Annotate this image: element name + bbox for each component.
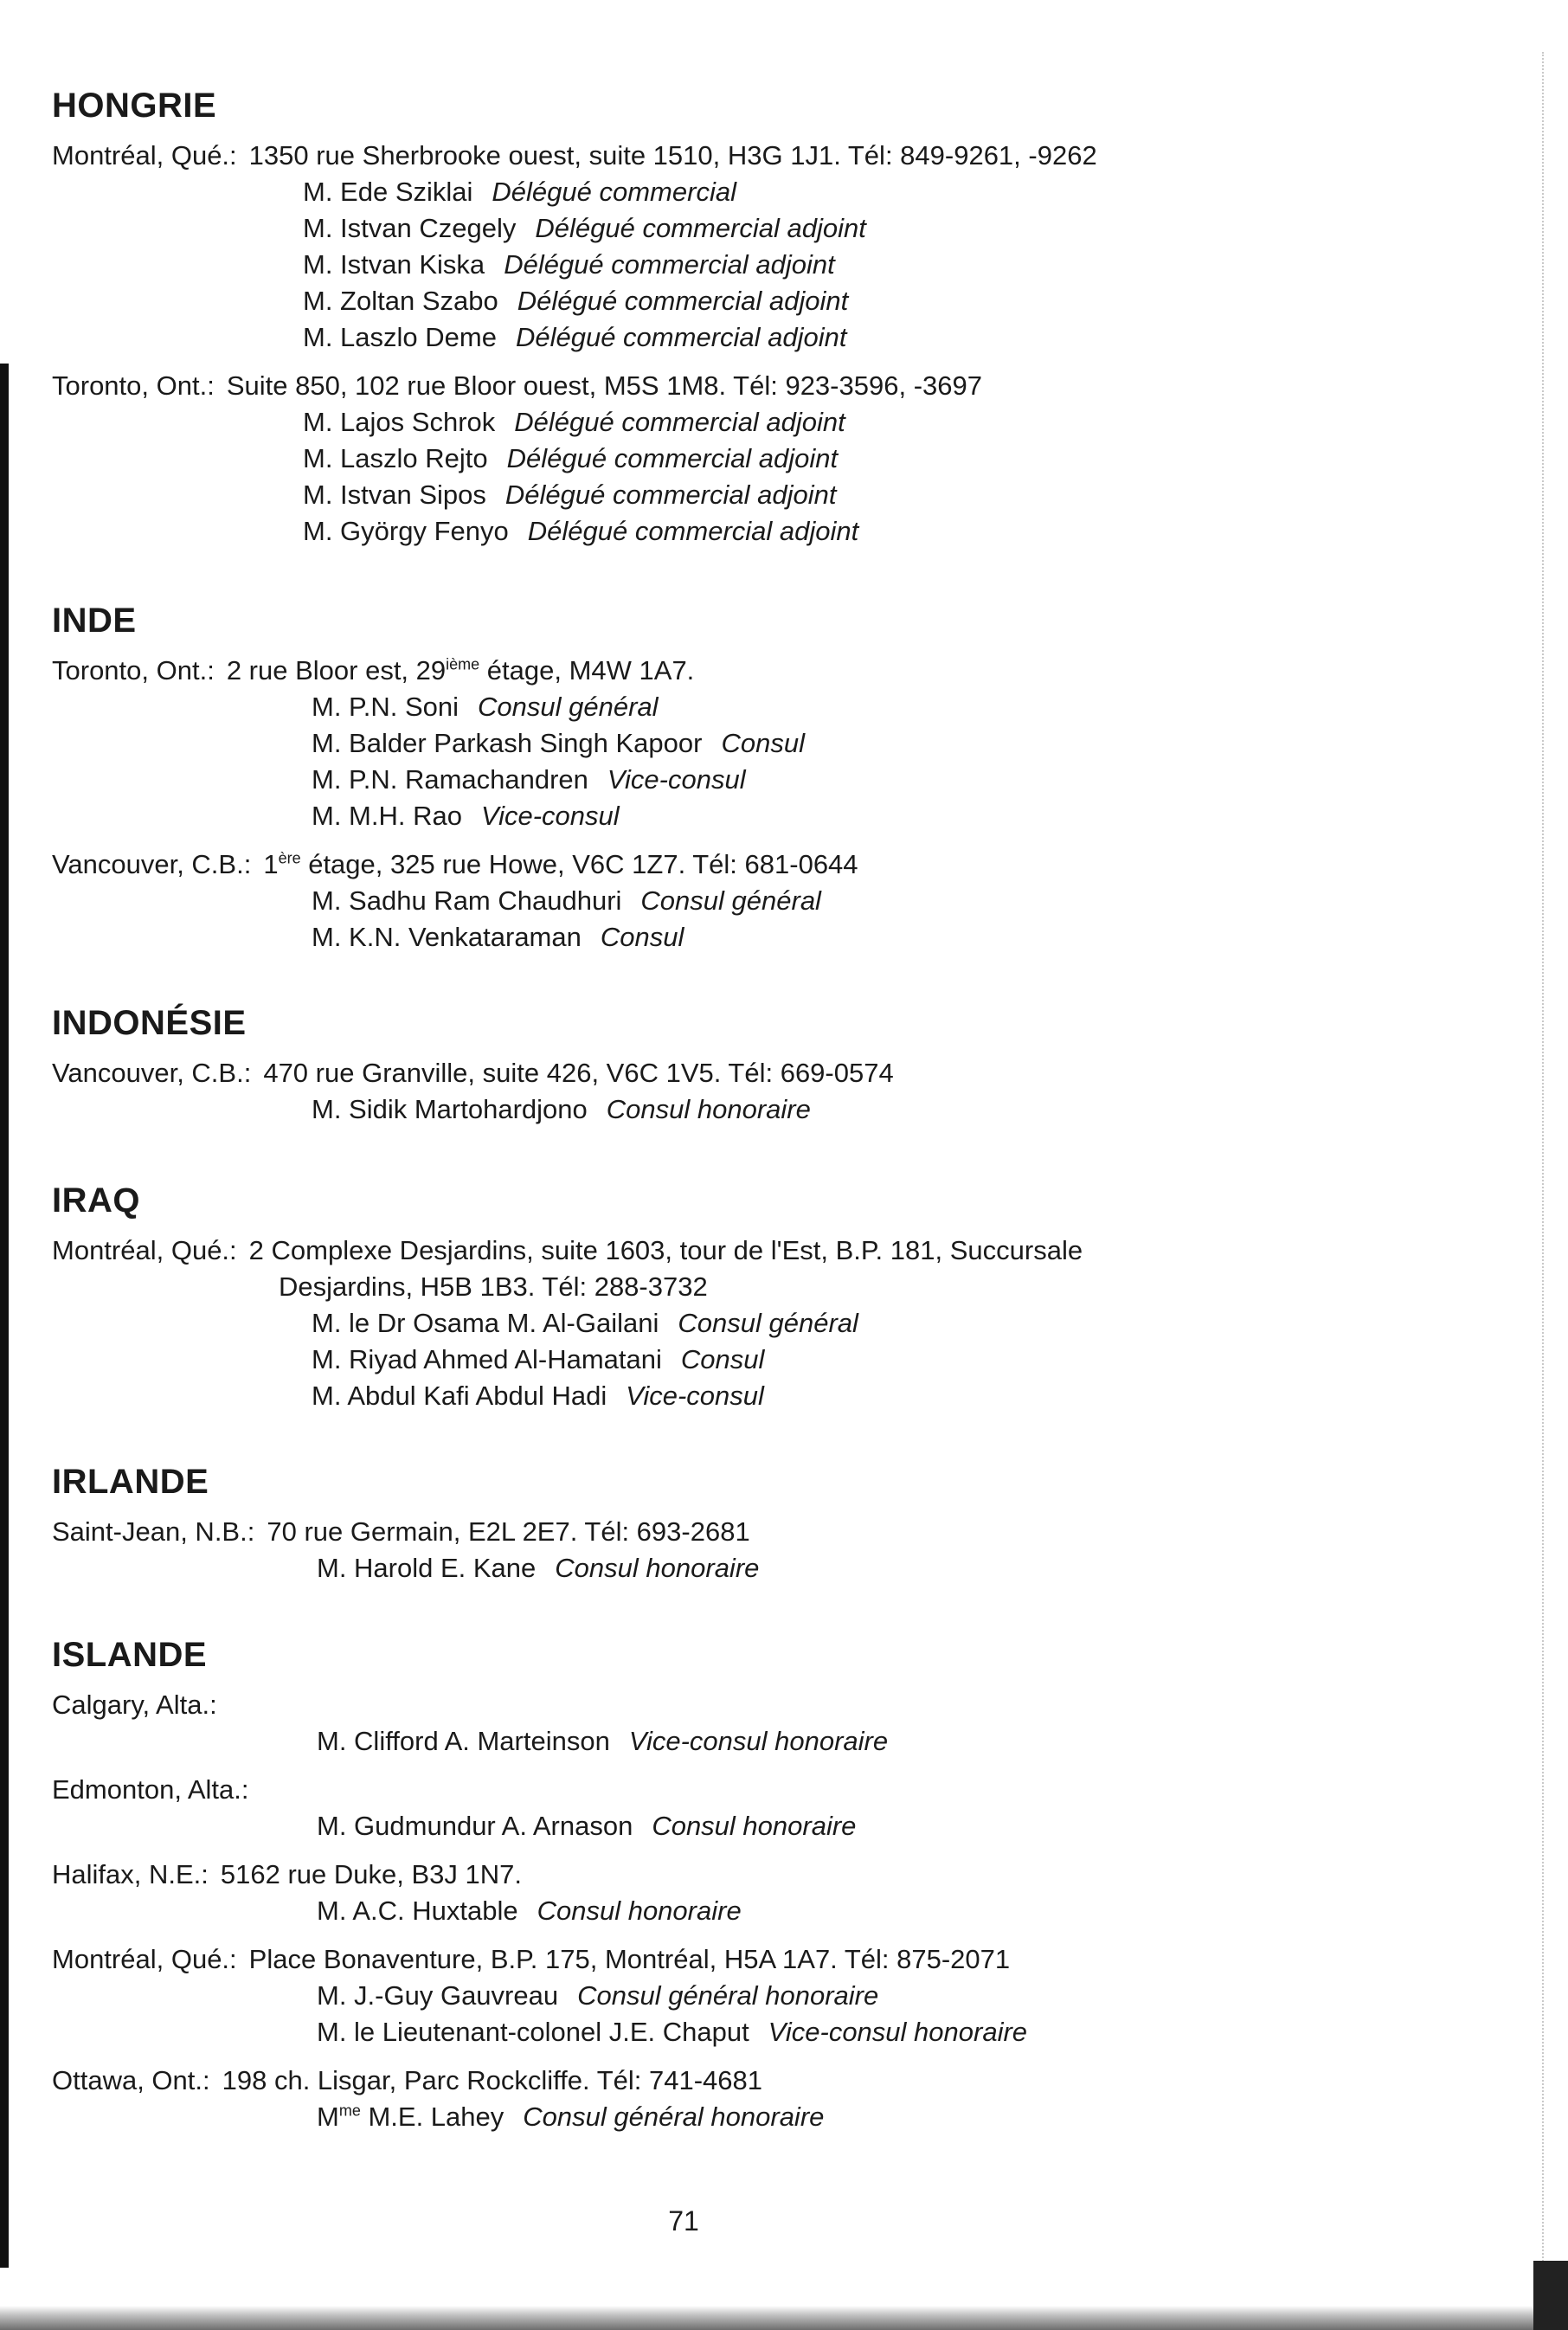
person-title: Vice-consul honoraire — [768, 2017, 1028, 2047]
office-entry — [52, 653, 1523, 834]
office-address-continued: Desjardins, H5B 1B3. Tél: 288-3732 — [279, 1271, 708, 1302]
person-row — [317, 2014, 1523, 2050]
person-row — [303, 210, 1523, 247]
person-row — [312, 798, 1523, 834]
country-heading: IRLANDE — [52, 1463, 209, 1501]
person-name: M. J.-Guy Gauvreau — [317, 1980, 559, 2011]
person-row — [303, 513, 1523, 550]
office-city: Edmonton, Alta.: — [52, 1774, 249, 1805]
person-name: M. Istvan Kiska — [303, 249, 485, 280]
person-row — [312, 1342, 1523, 1378]
office-address: 470 rue Granville, suite 426, V6C 1V5. Tél: 669-0574 — [263, 1058, 894, 1088]
scan-left-edge — [0, 364, 9, 2268]
person-title: Consul honoraire — [537, 1896, 742, 1926]
person-row — [312, 883, 1523, 919]
person-title: Délégué commercial adjoint — [504, 249, 835, 280]
person-title: Consul — [680, 1344, 765, 1374]
person-name: M. Sadhu Ram Chaudhuri — [312, 885, 622, 916]
office-city: Montréal, Qué.: — [52, 1944, 237, 1974]
person-row — [317, 1808, 1523, 1844]
office-city: Halifax, N.E.: — [52, 1859, 209, 1889]
country-heading: HONGRIE — [52, 87, 217, 125]
person-title: Vice-consul honoraire — [628, 1726, 889, 1756]
office-city: Montréal, Qué.: — [52, 140, 237, 171]
person-name: M. Istvan Czegely — [303, 213, 517, 243]
person-title: Délégué commercial adjoint — [514, 407, 845, 437]
office-city: Ottawa, Ont.: — [52, 2065, 210, 2095]
person-row — [312, 1378, 1523, 1414]
person-title: Consul — [721, 728, 805, 758]
office-city: Montréal, Qué.: — [52, 1235, 237, 1265]
person-title: Consul général — [478, 692, 659, 722]
person-name: M. Riyad Ahmed Al-Hamatani — [312, 1344, 662, 1374]
person-title: Consul honoraire — [555, 1553, 760, 1583]
person-title: Consul honoraire — [652, 1811, 857, 1841]
person-name: $M^{me}$ M.E. Lahey — [317, 2102, 504, 2132]
person-name: M. Lajos Schrok — [303, 407, 496, 437]
person-title: Délégué commercial — [492, 177, 736, 207]
country-heading: ISLANDE — [52, 1636, 208, 1674]
person-title: Consul honoraire — [606, 1094, 811, 1124]
person-row — [303, 174, 1523, 210]
office-entry — [52, 1772, 1523, 1844]
person-name: M. Sidik Martohardjono — [312, 1094, 588, 1124]
person-title: Délégué commercial adjoint — [527, 516, 859, 546]
office-address: 2 Complexe Desjardins, suite 1603, tour de l'Est, B.P. 181, Succursale — [248, 1235, 1083, 1265]
country-heading: INDE — [52, 602, 137, 640]
office-entry — [52, 138, 1523, 356]
person-title: Consul général — [678, 1308, 858, 1338]
person-row — [312, 689, 1523, 725]
office-city: Vancouver, C.B.: — [52, 849, 252, 879]
person-title: Consul général — [640, 885, 821, 916]
page-number: 71 — [668, 2205, 699, 2237]
person-name: M. Zoltan Szabo — [303, 286, 498, 316]
person-row — [303, 283, 1523, 319]
scan-right-edge — [1539, 52, 1544, 2268]
person-row — [312, 725, 1523, 762]
person-name: M. Abdul Kafi Abdul Hadi — [312, 1381, 607, 1411]
office-entry — [52, 846, 1523, 956]
office-entry — [52, 1857, 1523, 1929]
person-title: Vice-consul — [626, 1381, 764, 1411]
section-indonesie — [52, 1004, 1523, 1140]
person-title: Délégué commercial adjoint — [517, 286, 849, 316]
office-address: 1ère étage, 325 rue Howe, V6C 1Z7. Tél: 681-0644 — [263, 849, 858, 879]
person-title: Délégué commercial adjoint — [515, 322, 847, 352]
person-name: M. le Dr Osama M. Al-Gailani — [312, 1308, 659, 1338]
person-row — [317, 1893, 1523, 1929]
person-name: M. Ede Sziklai — [303, 177, 473, 207]
person-row — [303, 404, 1523, 441]
office-city: Toronto, Ont.: — [52, 655, 215, 685]
person-row — [312, 1305, 1523, 1342]
office-entry — [52, 1514, 1523, 1587]
country-heading: IRAQ — [52, 1181, 140, 1220]
person-row — [317, 1978, 1523, 2014]
office-address: 198 ch. Lisgar, Parc Rockcliffe. Tél: 741-4681 — [222, 2065, 762, 2095]
office-entry — [52, 1055, 1523, 1128]
office-address: Place Bonaventure, B.P. 175, Montréal, H5A 1A7. Tél: 875-2071 — [248, 1944, 1011, 1974]
office-address: 70 rue Germain, E2L 2E7. Tél: 693-2681 — [267, 1516, 750, 1547]
person-title: Consul général honoraire — [577, 1980, 879, 2011]
person-name: M. Laszlo Rejto — [303, 443, 488, 473]
person-name: M. György Fenyo — [303, 516, 509, 546]
person-row — [317, 1550, 1523, 1587]
section-hongrie — [52, 87, 1523, 562]
office-address: 2 rue Bloor est, 29ième étage, M4W 1A7. — [226, 655, 695, 685]
person-row — [303, 441, 1523, 477]
person-title: Délégué commercial adjoint — [506, 443, 839, 473]
person-row — [303, 477, 1523, 513]
office-entry — [52, 1941, 1523, 2050]
scan-bottom-shadow — [0, 2306, 1568, 2330]
office-city: Saint-Jean, N.B.: — [52, 1516, 255, 1547]
person-title: Vice-consul — [607, 764, 746, 795]
person-name: M. P.N. Soni — [312, 692, 459, 722]
office-city: Vancouver, C.B.: — [52, 1058, 252, 1088]
section-islande — [52, 1636, 1523, 2147]
person-name: M. Istvan Sipos — [303, 480, 486, 510]
person-row — [317, 1723, 1523, 1760]
office-entry — [52, 2063, 1523, 2135]
country-heading: INDONÉSIE — [52, 1004, 247, 1042]
person-row — [312, 762, 1523, 798]
person-title: Vice-consul — [480, 801, 620, 831]
office-address: 1350 rue Sherbrooke ouest, suite 1510, H3G 1J1. Tél: 849-9261, -9262 — [248, 140, 1097, 171]
person-name: M. A.C. Huxtable — [317, 1896, 518, 1926]
scan-corner-mark — [1533, 2261, 1568, 2330]
person-name: M. Gudmundur A. Arnason — [317, 1811, 633, 1841]
office-entry — [52, 368, 1523, 550]
office-entry — [52, 1687, 1523, 1760]
person-row — [312, 1091, 1523, 1128]
office-entry — [52, 1233, 1523, 1414]
office-address: Suite 850, 102 rue Bloor ouest, M5S 1M8. Tél: 923-3596, -3697 — [226, 370, 982, 401]
person-name: M. Laszlo Deme — [303, 322, 497, 352]
section-irlande — [52, 1463, 1523, 1599]
person-title: Délégué commercial adjoint — [535, 213, 866, 243]
person-row — [312, 919, 1523, 956]
person-name: M. le Lieutenant-colonel J.E. Chaput — [317, 2017, 749, 2047]
person-name: M. P.N. Ramachandren — [312, 764, 588, 795]
office-city: Calgary, Alta.: — [52, 1690, 217, 1720]
person-name: M. K.N. Venkataraman — [312, 922, 582, 952]
person-title: Consul général honoraire — [523, 2102, 825, 2132]
person-row — [303, 247, 1523, 283]
person-name: M. Balder Parkash Singh Kapoor — [312, 728, 703, 758]
office-address: 5162 rue Duke, B3J 1N7. — [220, 1859, 522, 1889]
person-title: Consul — [600, 922, 684, 952]
person-title: Délégué commercial adjoint — [504, 480, 837, 510]
section-iraq — [52, 1181, 1523, 1426]
office-city: Toronto, Ont.: — [52, 370, 215, 401]
person-name: M. Harold E. Kane — [317, 1553, 537, 1583]
person-name: M. Clifford A. Marteinson — [317, 1726, 610, 1756]
person-row — [317, 2099, 1523, 2135]
person-name: M. M.H. Rao — [312, 801, 462, 831]
person-row — [303, 319, 1523, 356]
section-inde — [52, 602, 1523, 968]
